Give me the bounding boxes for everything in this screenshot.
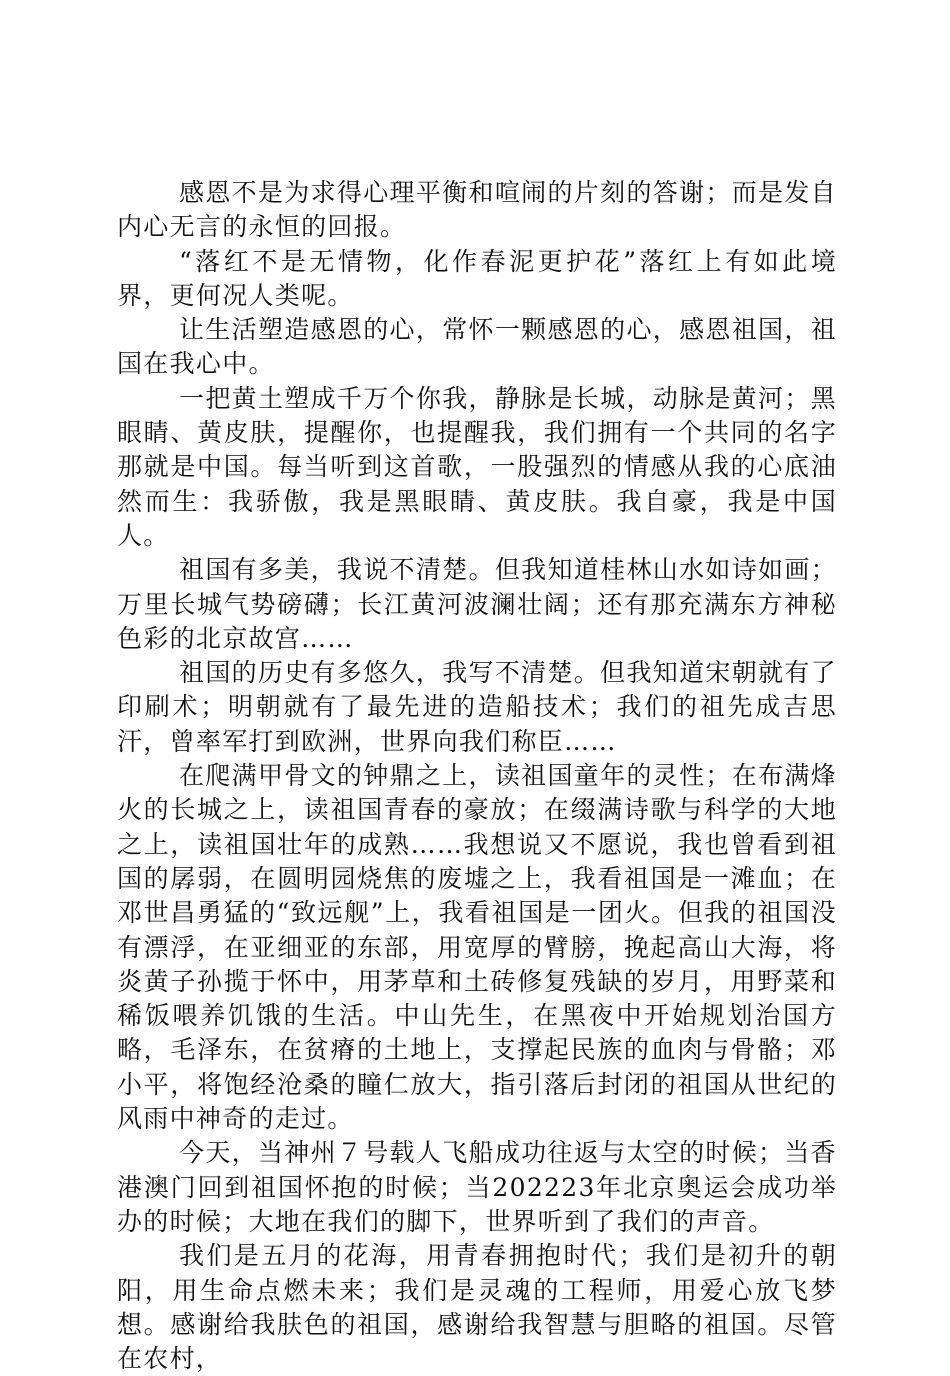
paragraph-1: 感恩不是为求得心理平衡和喧闹的片刻的答谢；而是发自内心无言的永恒的回报。 bbox=[117, 178, 837, 242]
paragraph-5: 祖国有多美，我说不清楚。但我知道桂林山水如诗如画；万里长城气势磅礴；长江黄河波澜壮阔；还有那充满东方神秘色彩的北京故宫…… bbox=[117, 555, 837, 653]
paragraph-3: 让生活塑造感恩的心，常怀一颗感恩的心，感恩祖国，祖国在我心中。 bbox=[117, 315, 837, 379]
paragraph-8: 今天，当神州７号载人飞船成功往返与太空的时候；当香港澳门回到祖国怀抱的时候；当202223年北京奥运会成功举办的时候；大地在我们的脚下，世界听到了我们的声音。 bbox=[117, 1138, 837, 1236]
paragraph-9: 我们是五月的花海，用青春拥抱时代；我们是初升的朝阳，用生命点燃未来；我们是灵魂的工程师，用爱心放飞梦想。感谢给我肤色的祖国，感谢给我智慧与胆略的祖国。尽管在农村， bbox=[117, 1241, 837, 1374]
document-body bbox=[117, 176, 837, 1376]
paragraph-4: 一把黄土塑成千万个你我，静脉是长城，动脉是黄河；黑眼睛、黄皮肤，提醒你，也提醒我，我们拥有一个共同的名字那就是中国。每当听到这首歌，一股强烈的情感从我的心底油然而生：我骄傲，我是黑眼睛、黄皮肤。我自豪，我是中国人。 bbox=[117, 383, 837, 550]
paragraph-2: “落红不是无情物，化作春泥更护花”落红上有如此境界，更何况人类呢。 bbox=[117, 246, 837, 310]
paragraph-6: 祖国的历史有多悠久，我写不清楚。但我知道宋朝就有了印刷术；明朝就有了最先进的造船技术；我们的祖先成吉思汗，曾率军打到欧洲，世界向我们称臣…… bbox=[117, 658, 837, 756]
paragraph-7: 在爬满甲骨文的钟鼎之上，读祖国童年的灵性；在布满烽火的长城之上，读祖国青春的豪放；在缀满诗歌与科学的大地之上，读祖国壮年的成熟……我想说又不愿说，我也曾看到祖国的孱弱，在圆明园烧焦的废墟之上，我看祖国是一滩血；在邓世昌勇猛的“致远舰”上，我看祖国是一团火。但我的祖国没有漂浮，在亚细亚的东部，用宽厚的臂膀，挽起高山大海，将炎黄子孙揽于怀中，用茅草和土砖修复残缺的岁月，用野菜和稀饭喂养饥饿的生活。中山先生，在黑夜中开始规划治国方略，毛泽东，在贫瘠的土地上，支撑起民族的血肉与骨骼；邓小平，将饱经沧桑的瞳仁放大，指引落后封闭的祖国从世纪的风雨中神奇的走过。 bbox=[117, 761, 837, 1134]
